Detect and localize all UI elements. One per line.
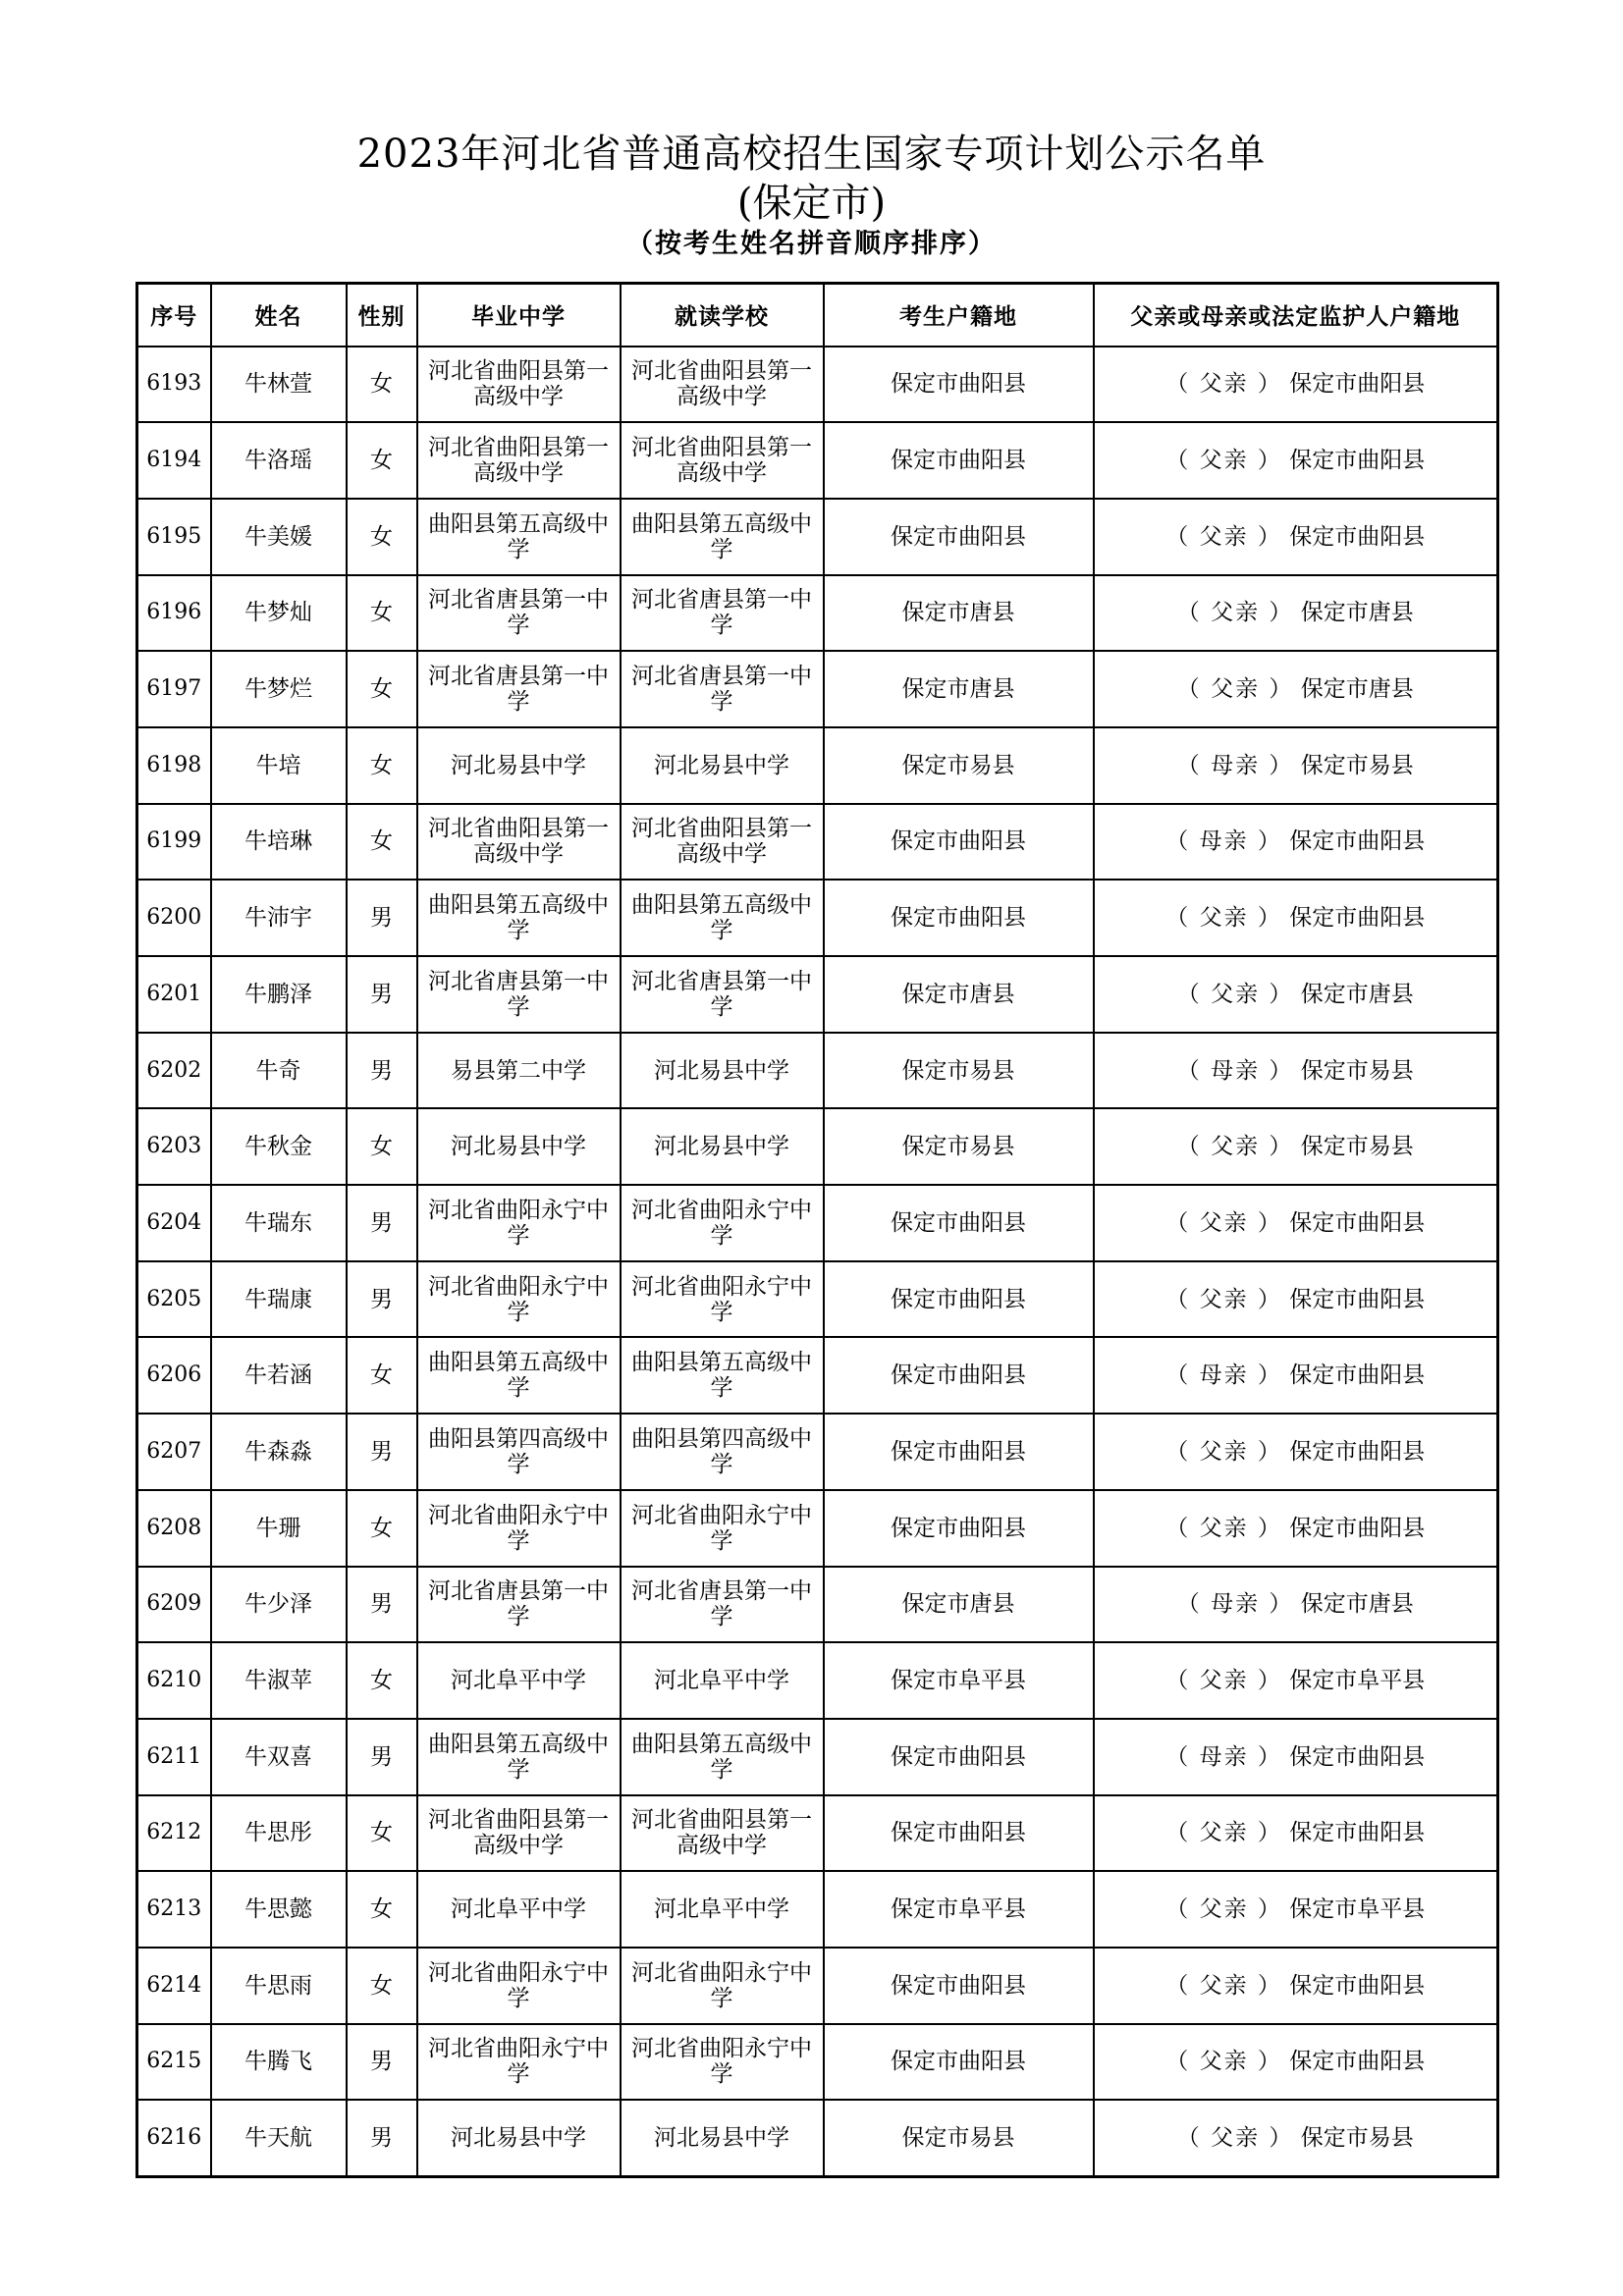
cell-hukou: 保定市曲阳县 (824, 347, 1094, 423)
cell-serial: 6214 (137, 1948, 211, 2024)
cell-gender: 男 (347, 1033, 417, 1109)
cell-grad-school: 河北易县中学 (417, 1108, 621, 1185)
guardian-hukou: 保定市唐县 (1300, 981, 1414, 1007)
cell-guardian (1094, 1185, 1498, 1261)
cell-current-school: 河北省曲阳永宁中学 (621, 1185, 824, 1261)
cell-grad-school: 河北省唐县第一中学 (417, 1567, 621, 1643)
cell-serial: 6202 (137, 1033, 211, 1109)
cell-grad-school: 曲阳县第四高级中学 (417, 1414, 621, 1490)
cell-guardian (1094, 651, 1498, 727)
cell-name: 牛秋金 (211, 1108, 347, 1185)
cell-name: 牛梦灿 (211, 575, 347, 652)
guardian-hukou: 保定市唐县 (1300, 1591, 1414, 1618)
guardian-hukou: 保定市阜平县 (1289, 1896, 1426, 1923)
cell-current-school: 河北省曲阳永宁中学 (621, 1490, 824, 1567)
guardian-relation: （ 母亲 ） (1165, 1362, 1282, 1389)
cell-serial: 6204 (137, 1185, 211, 1261)
cell-serial: 6207 (137, 1414, 211, 1490)
header-current-school: 就读学校 (621, 284, 824, 347)
guardian-hukou: 保定市曲阳县 (1289, 1362, 1426, 1389)
cell-current-school: 曲阳县第五高级中学 (621, 1719, 824, 1795)
cell-gender: 男 (347, 880, 417, 956)
cell-hukou: 保定市曲阳县 (824, 1948, 1094, 2024)
guardian-relation: （ 母亲 ） (1176, 752, 1294, 778)
guardian-hukou: 保定市曲阳县 (1289, 1286, 1426, 1312)
cell-name: 牛美媛 (211, 499, 347, 575)
cell-current-school: 河北省曲阳永宁中学 (621, 1261, 824, 1338)
cell-serial: 6210 (137, 1642, 211, 1719)
guardian-relation: （ 母亲 ） (1176, 1591, 1294, 1618)
guardian-hukou: 保定市曲阳县 (1289, 371, 1426, 398)
cell-gender: 男 (347, 2100, 417, 2176)
cell-grad-school: 易县第二中学 (417, 1033, 621, 1109)
cell-name: 牛天航 (211, 2100, 347, 2176)
cell-serial: 6212 (137, 1795, 211, 1872)
cell-serial: 6208 (137, 1490, 211, 1567)
table-row (137, 1719, 1498, 1795)
cell-grad-school: 曲阳县第五高级中学 (417, 1719, 621, 1795)
guardian-relation: （ 父亲 ） (1165, 1896, 1282, 1923)
cell-hukou: 保定市曲阳县 (824, 880, 1094, 956)
cell-guardian (1094, 727, 1498, 804)
cell-guardian (1094, 499, 1498, 575)
guardian-relation: （ 父亲 ） (1165, 1972, 1282, 1999)
cell-gender: 女 (347, 1642, 417, 1719)
guardian-relation: （ 父亲 ） (1176, 981, 1294, 1007)
cell-current-school: 河北省唐县第一中学 (621, 651, 824, 727)
cell-name: 牛培琳 (211, 804, 347, 881)
cell-serial: 6215 (137, 2024, 211, 2101)
cell-gender: 女 (347, 1871, 417, 1948)
cell-guardian (1094, 1033, 1498, 1109)
guardian-relation: （ 母亲 ） (1165, 1743, 1282, 1770)
cell-current-school: 曲阳县第五高级中学 (621, 499, 824, 575)
cell-guardian (1094, 1795, 1498, 1872)
table-row (137, 727, 1498, 804)
table-row (137, 1033, 1498, 1109)
cell-current-school: 河北省唐县第一中学 (621, 956, 824, 1033)
cell-current-school: 河北省曲阳县第一高级中学 (621, 347, 824, 423)
cell-name: 牛少泽 (211, 1567, 347, 1643)
table-row (137, 651, 1498, 727)
cell-hukou: 保定市唐县 (824, 575, 1094, 652)
cell-gender: 男 (347, 1719, 417, 1795)
cell-gender: 女 (347, 1337, 417, 1414)
cell-hukou: 保定市阜平县 (824, 1642, 1094, 1719)
cell-gender: 女 (347, 499, 417, 575)
guardian-hukou: 保定市曲阳县 (1289, 448, 1426, 474)
cell-current-school: 河北易县中学 (621, 1108, 824, 1185)
cell-gender: 男 (347, 1261, 417, 1338)
guardian-relation: （ 父亲 ） (1165, 905, 1282, 932)
cell-name: 牛洛瑶 (211, 422, 347, 499)
cell-grad-school: 河北省曲阳县第一高级中学 (417, 1795, 621, 1872)
cell-serial: 6211 (137, 1719, 211, 1795)
guardian-hukou: 保定市易县 (1300, 1134, 1414, 1160)
cell-name: 牛林萱 (211, 347, 347, 423)
guardian-relation: （ 父亲 ） (1176, 600, 1294, 626)
cell-guardian (1094, 1337, 1498, 1414)
cell-grad-school: 曲阳县第五高级中学 (417, 880, 621, 956)
cell-grad-school: 河北省曲阳永宁中学 (417, 1948, 621, 2024)
cell-name: 牛若涵 (211, 1337, 347, 1414)
table-row (137, 1795, 1498, 1872)
table-row (137, 1948, 1498, 2024)
cell-hukou: 保定市易县 (824, 727, 1094, 804)
cell-grad-school: 河北省唐县第一中学 (417, 575, 621, 652)
cell-guardian (1094, 956, 1498, 1033)
cell-hukou: 保定市曲阳县 (824, 1719, 1094, 1795)
guardian-relation: （ 父亲 ） (1165, 1286, 1282, 1312)
cell-guardian (1094, 347, 1498, 423)
table-row (137, 1567, 1498, 1643)
cell-name: 牛鹏泽 (211, 956, 347, 1033)
cell-grad-school: 河北省曲阳县第一高级中学 (417, 804, 621, 881)
cell-current-school: 河北省曲阳永宁中学 (621, 1948, 824, 2024)
cell-guardian (1094, 1261, 1498, 1338)
cell-serial: 6194 (137, 422, 211, 499)
cell-serial: 6198 (137, 727, 211, 804)
cell-current-school: 河北省曲阳县第一高级中学 (621, 422, 824, 499)
cell-guardian (1094, 1490, 1498, 1567)
guardian-relation: （ 父亲 ） (1165, 448, 1282, 474)
table-row (137, 1337, 1498, 1414)
cell-name: 牛思彤 (211, 1795, 347, 1872)
cell-hukou: 保定市易县 (824, 1033, 1094, 1109)
cell-name: 牛沛宇 (211, 880, 347, 956)
header-hukou: 考生户籍地 (824, 284, 1094, 347)
cell-gender: 女 (347, 422, 417, 499)
guardian-relation: （ 父亲 ） (1176, 2124, 1294, 2151)
cell-hukou: 保定市曲阳县 (824, 422, 1094, 499)
cell-grad-school: 河北省唐县第一中学 (417, 651, 621, 727)
guardian-relation: （ 父亲 ） (1165, 2049, 1282, 2075)
cell-serial: 6209 (137, 1567, 211, 1643)
document-city: (保定市) (736, 181, 887, 226)
cell-grad-school: 河北省曲阳永宁中学 (417, 1261, 621, 1338)
cell-grad-school: 河北易县中学 (417, 2100, 621, 2176)
cell-guardian (1094, 1567, 1498, 1643)
cell-hukou: 保定市易县 (824, 1108, 1094, 1185)
cell-gender: 男 (347, 956, 417, 1033)
guardian-hukou: 保定市曲阳县 (1289, 1972, 1426, 1999)
guardian-relation: （ 父亲 ） (1165, 1515, 1282, 1541)
guardian-hukou: 保定市曲阳县 (1289, 1438, 1426, 1465)
header-name: 姓名 (211, 284, 347, 347)
sort-note: （按考生姓名拼音顺序排序） (626, 229, 997, 259)
cell-current-school: 河北易县中学 (621, 1033, 824, 1109)
cell-gender: 男 (347, 1185, 417, 1261)
cell-current-school: 曲阳县第四高级中学 (621, 1414, 824, 1490)
cell-hukou: 保定市曲阳县 (824, 2024, 1094, 2101)
cell-gender: 女 (347, 804, 417, 881)
cell-serial: 6203 (137, 1108, 211, 1185)
cell-name: 牛瑞东 (211, 1185, 347, 1261)
guardian-hukou: 保定市曲阳县 (1289, 1743, 1426, 1770)
cell-serial: 6196 (137, 575, 211, 652)
cell-gender: 男 (347, 2024, 417, 2101)
guardian-hukou: 保定市唐县 (1300, 676, 1414, 703)
guardian-relation: （ 父亲 ） (1176, 1134, 1294, 1160)
cell-current-school: 曲阳县第五高级中学 (621, 1337, 824, 1414)
cell-current-school: 河北省曲阳县第一高级中学 (621, 804, 824, 881)
cell-serial: 6201 (137, 956, 211, 1033)
table-row (137, 2024, 1498, 2101)
table-row (137, 1185, 1498, 1261)
table-body (137, 347, 1498, 2177)
guardian-relation: （ 父亲 ） (1165, 1438, 1282, 1465)
cell-hukou: 保定市曲阳县 (824, 1337, 1094, 1414)
cell-current-school: 河北省曲阳县第一高级中学 (621, 1795, 824, 1872)
guardian-relation: （ 母亲 ） (1176, 1057, 1294, 1084)
cell-current-school: 曲阳县第五高级中学 (621, 880, 824, 956)
cell-guardian (1094, 1719, 1498, 1795)
guardian-hukou: 保定市曲阳县 (1289, 1515, 1426, 1541)
guardian-hukou: 保定市唐县 (1300, 600, 1414, 626)
guardian-hukou: 保定市曲阳县 (1289, 905, 1426, 932)
table-row (137, 2100, 1498, 2176)
guardian-hukou: 保定市曲阳县 (1289, 523, 1426, 550)
guardian-hukou: 保定市易县 (1300, 2124, 1414, 2151)
cell-name: 牛思懿 (211, 1871, 347, 1948)
cell-name: 牛思雨 (211, 1948, 347, 2024)
cell-current-school: 河北省唐县第一中学 (621, 575, 824, 652)
cell-name: 牛瑞康 (211, 1261, 347, 1338)
cell-serial: 6205 (137, 1261, 211, 1338)
cell-guardian (1094, 2024, 1498, 2101)
table-row (137, 1108, 1498, 1185)
guardian-hukou: 保定市曲阳县 (1289, 1209, 1426, 1236)
cell-name: 牛森淼 (211, 1414, 347, 1490)
cell-name: 牛珊 (211, 1490, 347, 1567)
cell-guardian (1094, 1871, 1498, 1948)
cell-grad-school: 河北省曲阳永宁中学 (417, 1490, 621, 1567)
cell-guardian (1094, 1948, 1498, 2024)
guardian-hukou: 保定市易县 (1300, 1057, 1414, 1084)
guardian-relation: （ 父亲 ） (1165, 523, 1282, 550)
cell-name: 牛淑苹 (211, 1642, 347, 1719)
cell-guardian (1094, 2100, 1498, 2176)
guardian-relation: （ 父亲 ） (1165, 371, 1282, 398)
cell-name: 牛双喜 (211, 1719, 347, 1795)
guardian-hukou: 保定市易县 (1300, 752, 1414, 778)
cell-current-school: 河北阜平中学 (621, 1871, 824, 1948)
table-row (137, 1871, 1498, 1948)
cell-name: 牛培 (211, 727, 347, 804)
guardian-relation: （ 父亲 ） (1176, 676, 1294, 703)
cell-name: 牛梦烂 (211, 651, 347, 727)
cell-guardian (1094, 575, 1498, 652)
table-row (137, 422, 1498, 499)
cell-name: 牛腾飞 (211, 2024, 347, 2101)
cell-guardian (1094, 1642, 1498, 1719)
roster-table (135, 282, 1499, 2178)
cell-hukou: 保定市唐县 (824, 956, 1094, 1033)
cell-gender: 男 (347, 1414, 417, 1490)
table-row (137, 804, 1498, 881)
guardian-relation: （ 母亲 ） (1165, 828, 1282, 855)
cell-serial: 6206 (137, 1337, 211, 1414)
cell-guardian (1094, 804, 1498, 881)
cell-current-school: 河北阜平中学 (621, 1642, 824, 1719)
cell-serial: 6213 (137, 1871, 211, 1948)
cell-gender: 男 (347, 1567, 417, 1643)
guardian-relation: （ 父亲 ） (1165, 1668, 1282, 1694)
cell-hukou: 保定市阜平县 (824, 1871, 1094, 1948)
cell-serial: 6200 (137, 880, 211, 956)
table-row (137, 575, 1498, 652)
table-row (137, 499, 1498, 575)
cell-gender: 女 (347, 1795, 417, 1872)
table-row (137, 347, 1498, 423)
cell-hukou: 保定市曲阳县 (824, 1185, 1094, 1261)
cell-serial: 6216 (137, 2100, 211, 2176)
header-serial: 序号 (137, 284, 211, 347)
cell-gender: 女 (347, 651, 417, 727)
cell-hukou: 保定市曲阳县 (824, 1795, 1094, 1872)
cell-hukou: 保定市曲阳县 (824, 1261, 1094, 1338)
cell-gender: 女 (347, 347, 417, 423)
cell-gender: 女 (347, 727, 417, 804)
cell-hukou: 保定市曲阳县 (824, 1414, 1094, 1490)
cell-grad-school: 河北易县中学 (417, 727, 621, 804)
document-title: 2023年河北省普通高校招生国家专项计划公示名单 (356, 132, 1267, 177)
cell-gender: 女 (347, 575, 417, 652)
cell-grad-school: 河北省曲阳县第一高级中学 (417, 347, 621, 423)
guardian-hukou: 保定市曲阳县 (1289, 1820, 1426, 1846)
cell-hukou: 保定市曲阳县 (824, 1490, 1094, 1567)
cell-serial: 6193 (137, 347, 211, 423)
cell-grad-school: 河北省曲阳永宁中学 (417, 1185, 621, 1261)
cell-current-school: 河北省唐县第一中学 (621, 1567, 824, 1643)
cell-guardian (1094, 880, 1498, 956)
cell-hukou: 保定市唐县 (824, 1567, 1094, 1643)
cell-hukou: 保定市曲阳县 (824, 499, 1094, 575)
guardian-relation: （ 父亲 ） (1165, 1820, 1282, 1846)
table-row (137, 1414, 1498, 1490)
cell-hukou: 保定市唐县 (824, 651, 1094, 727)
table-row (137, 880, 1498, 956)
header-guardian-hukou: 父亲或母亲或法定监护人户籍地 (1094, 284, 1498, 347)
cell-guardian (1094, 1108, 1498, 1185)
cell-grad-school: 河北省曲阳永宁中学 (417, 2024, 621, 2101)
cell-gender: 女 (347, 1108, 417, 1185)
cell-grad-school: 河北阜平中学 (417, 1642, 621, 1719)
table-row (137, 1490, 1498, 1567)
cell-current-school: 河北易县中学 (621, 727, 824, 804)
cell-serial: 6195 (137, 499, 211, 575)
header-gender: 性别 (347, 284, 417, 347)
cell-grad-school: 河北省曲阳县第一高级中学 (417, 422, 621, 499)
cell-grad-school: 曲阳县第五高级中学 (417, 499, 621, 575)
table-header-row (137, 284, 1498, 347)
table-row (137, 1261, 1498, 1338)
cell-gender: 女 (347, 1948, 417, 2024)
header-grad-school: 毕业中学 (417, 284, 621, 347)
cell-gender: 女 (347, 1490, 417, 1567)
cell-hukou: 保定市易县 (824, 2100, 1094, 2176)
table-row (137, 956, 1498, 1033)
guardian-hukou: 保定市阜平县 (1289, 1668, 1426, 1694)
cell-grad-school: 河北阜平中学 (417, 1871, 621, 1948)
cell-guardian (1094, 1414, 1498, 1490)
cell-guardian (1094, 422, 1498, 499)
cell-hukou: 保定市曲阳县 (824, 804, 1094, 881)
cell-serial: 6197 (137, 651, 211, 727)
cell-current-school: 河北省曲阳永宁中学 (621, 2024, 824, 2101)
cell-grad-school: 曲阳县第五高级中学 (417, 1337, 621, 1414)
cell-current-school: 河北易县中学 (621, 2100, 824, 2176)
cell-serial: 6199 (137, 804, 211, 881)
guardian-hukou: 保定市曲阳县 (1289, 828, 1426, 855)
guardian-hukou: 保定市曲阳县 (1289, 2049, 1426, 2075)
cell-grad-school: 河北省唐县第一中学 (417, 956, 621, 1033)
cell-name: 牛奇 (211, 1033, 347, 1109)
table-row (137, 1642, 1498, 1719)
guardian-relation: （ 父亲 ） (1165, 1209, 1282, 1236)
